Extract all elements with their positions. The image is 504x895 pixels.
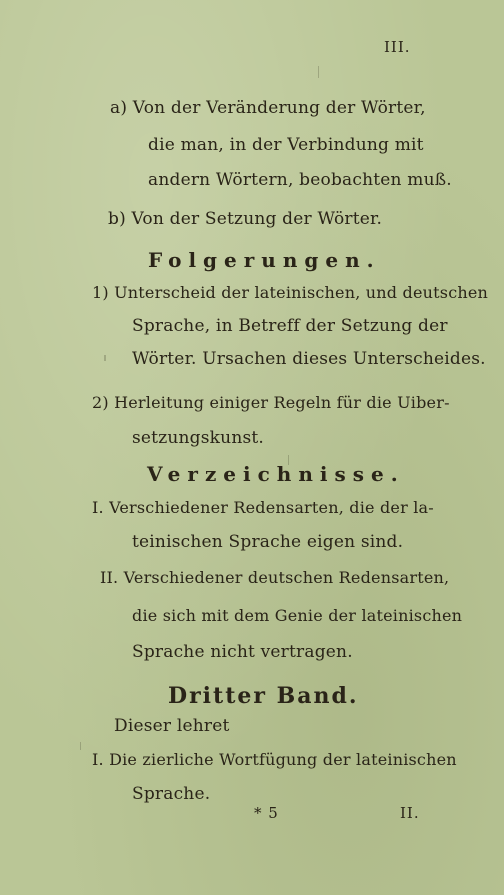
volume-heading: Dritter Band. xyxy=(168,683,359,709)
text-line: setzungskunst. xyxy=(132,428,265,448)
text-line: b) Von der Setzung der Wörter. xyxy=(108,209,383,229)
text-line: Sprache. xyxy=(132,784,211,804)
text-line: Wörter. Ursachen dieses Unterscheides. xyxy=(132,349,486,369)
text-line: Sprache, in Betreff der Setzung der xyxy=(132,316,448,336)
text-line: die man, in der Verbindung mit xyxy=(148,135,424,155)
page-number: III. xyxy=(384,38,411,56)
text-line: a) Von der Veränderung der Wörter, xyxy=(110,98,426,118)
paper-speck xyxy=(80,742,81,750)
text-line: 2) Herleitung einiger Regeln für die Uiber- xyxy=(92,393,450,412)
signature-mark: * 5 xyxy=(254,804,279,822)
text-line: Sprache nicht vertragen. xyxy=(132,642,353,662)
text-line: 1) Unterscheid der lateinischen, und deutschen xyxy=(92,283,489,302)
text-line: teinischen Sprache eigen sind. xyxy=(132,532,404,552)
section-heading: Folgerungen. xyxy=(148,248,381,272)
paper-speck xyxy=(318,66,319,78)
catchword: II. xyxy=(400,804,420,822)
text-line: II. Verschiedener deutschen Redensarten, xyxy=(100,568,450,587)
paper-speck xyxy=(288,455,289,465)
paper-speck xyxy=(104,355,106,361)
text-line: Dieser lehret xyxy=(114,716,230,736)
text-line: I. Verschiedener Redensarten, die der la- xyxy=(92,498,434,517)
section-heading: Verzeichnisse. xyxy=(147,462,405,486)
text-line: I. Die zierliche Wortfügung der lateinischen xyxy=(92,750,457,769)
text-line: die sich mit dem Genie der lateinischen xyxy=(132,606,463,625)
text-line: andern Wörtern, beobachten muß. xyxy=(148,170,452,190)
